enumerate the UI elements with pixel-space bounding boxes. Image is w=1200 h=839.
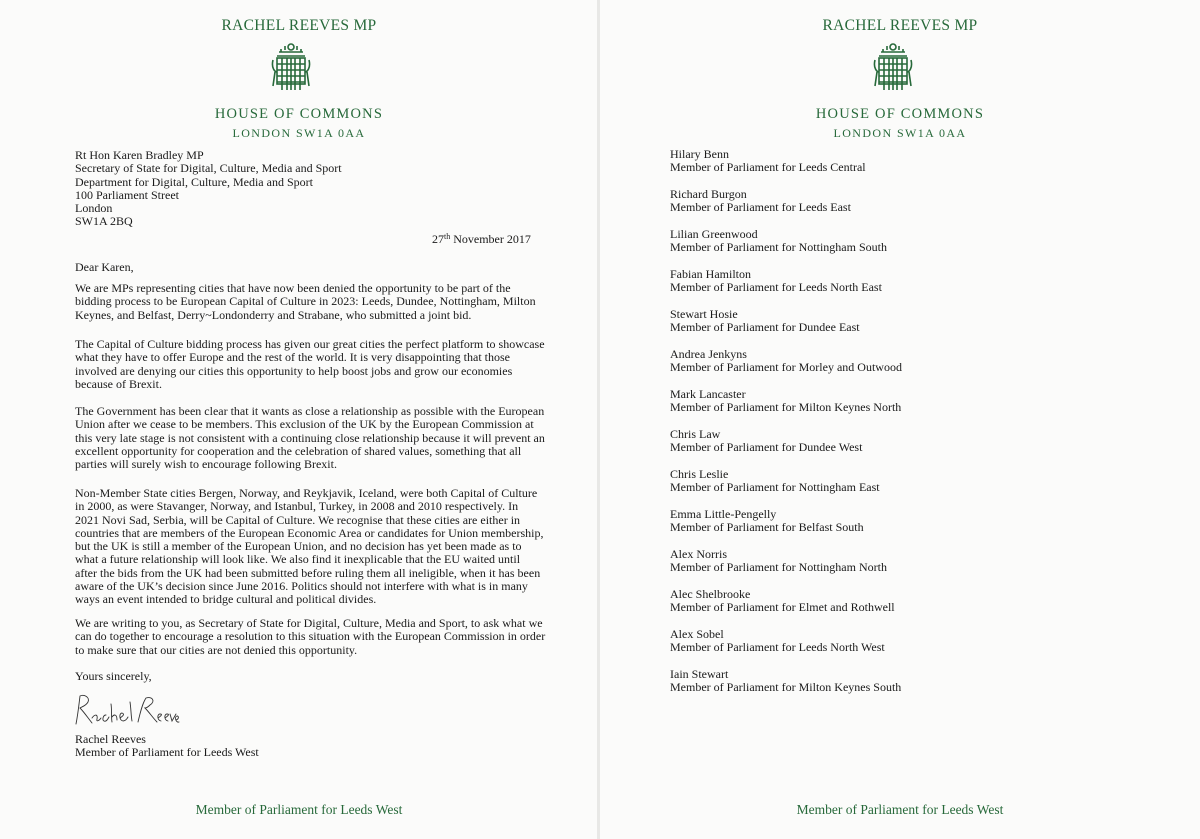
signatory (670, 308, 902, 348)
signer-block (75, 733, 259, 760)
signatory-name: Andrea Jenkyns (670, 347, 747, 361)
paragraph-line: The Capital of Culture bidding process has given our great cities the perfect platform to showcase (75, 337, 545, 351)
signatory (670, 148, 902, 188)
paragraph-line: We are writing to you, as Secretary of State for Digital, Culture, Media and Sport, to ask what we (75, 616, 543, 630)
signatory-title: Member of Parliament for Leeds Central (670, 160, 866, 175)
paragraph-line: parties will surely wish to encourage following Brexit. (75, 457, 337, 472)
portcullis-icon (271, 42, 311, 94)
paragraph-line: We are MPs representing cities that have now been denied the opportunity to be part of the (75, 281, 511, 295)
paragraph-line: ways an event intended to bridge cultural and political divides. (75, 592, 377, 607)
portcullis-icon (873, 42, 913, 94)
paragraph-line: what a future relationship will look like. We also find it inexplicable that the EU waited until (75, 552, 521, 567)
signatory (670, 668, 902, 708)
signatory (670, 428, 902, 468)
signatory-name: Alec Shelbrooke (670, 587, 751, 601)
signatory (670, 548, 902, 588)
signatory-name: Stewart Hosie (670, 307, 738, 321)
paragraph-line: bidding process to be European Capital of Culture in 2023: Leeds, Dundee, Nottingham, Milton (75, 294, 536, 309)
signatory-name: Emma Little-Pengelly (670, 507, 777, 521)
signatory-name: Alex Norris (670, 547, 727, 561)
signatory-title: Member of Parliament for Dundee West (670, 440, 863, 455)
signatory-title: Member of Parliament for Morley and Outwood (670, 360, 902, 375)
signatory-name: Mark Lancaster (670, 387, 746, 401)
paragraph-1 (75, 282, 536, 322)
signatory-title: Member of Parliament for Leeds East (670, 200, 851, 215)
signatory (670, 388, 902, 428)
recipient-line: Department for Digital, Culture, Media and Sport (75, 174, 313, 189)
signatory-name: Iain Stewart (670, 667, 729, 681)
signatory (670, 468, 902, 508)
signatory (670, 188, 902, 228)
signatory (670, 588, 902, 628)
signatory-name: Richard Burgon (670, 187, 747, 201)
recipient-line: SW1A 2BQ (75, 214, 133, 229)
paragraph-line: aware of the UK’s decision since June 2016. Politics should not interfere with what is in many (75, 579, 528, 594)
paragraph-line: involved are denying our cities this opportunity to help boost jobs and grow our economies (75, 363, 513, 378)
signatory (670, 628, 902, 668)
date-month-year: November 2017 (450, 232, 531, 246)
signatory-title: Member of Parliament for Elmet and Rothwell (670, 600, 895, 615)
signatory-name: Hilary Benn (670, 147, 729, 161)
signatory (670, 348, 902, 388)
signatory (670, 228, 902, 268)
paragraph-line: because of Brexit. (75, 376, 162, 391)
signatory-name: Alex Sobel (670, 627, 724, 641)
paragraph-line: 2021 Novi Sad, Serbia, will be Capital of Culture. We recognise that these cities are either in (75, 512, 521, 527)
paragraph-4 (75, 487, 544, 607)
signatory-title: Member of Parliament for Dundee East (670, 320, 860, 335)
paragraph-line: can do together to encourage a resolution to this situation with the European Commission in order (75, 629, 546, 644)
signatory-title: Member of Parliament for Nottingham East (670, 480, 880, 495)
paragraph-line: to make sure that our cities are not denied this opportunity. (75, 642, 358, 657)
paragraph-line: countries that are members of the European Economic Area or candidates for Union membership, (75, 525, 544, 540)
signatory-title: Member of Parliament for Nottingham South (670, 240, 887, 255)
paragraph-line: Keynes, and Belfast, Derry~Londonderry and Strabane, who submitted a joint bid. (75, 307, 472, 322)
letterhead-mp-name: RACHEL REEVES MP (221, 17, 377, 34)
signatory-name: Fabian Hamilton (670, 267, 751, 281)
paragraph-3 (75, 405, 545, 471)
handwritten-signature (70, 692, 180, 728)
letterhead-mp-name: RACHEL REEVES MP (822, 17, 978, 34)
letterhead-house: HOUSE OF COMMONS (815, 106, 985, 122)
date-suffix: th (444, 232, 451, 241)
signatory-name: Lilian Greenwood (670, 227, 758, 241)
paragraph-line: but the UK is still a member of the European Union, and no decision has yet been made as to (75, 539, 522, 554)
letterhead-house: HOUSE OF COMMONS (214, 106, 384, 122)
paragraph-line: The Government has been clear that it wants as close a relationship as possible with the European (75, 404, 545, 418)
recipient-line: Rt Hon Karen Bradley MP (75, 148, 204, 162)
paragraph-line: Non-Member State cities Bergen, Norway, and Reykjavik, Iceland, were both Capital of Culture (75, 486, 538, 500)
date-day: 27 (432, 232, 444, 246)
signatories-list (670, 148, 902, 708)
signatory (670, 268, 902, 308)
signatory-name: Chris Leslie (670, 467, 729, 481)
paragraph-line: this very late stage is not consistent with a continuing close relationship because it will prevent an (75, 430, 545, 445)
signatory-title: Member of Parliament for Milton Keynes North (670, 400, 902, 415)
recipient-address (75, 149, 342, 229)
signer-name: Rachel Reeves (75, 732, 146, 746)
signer-title: Member of Parliament for Leeds West (75, 745, 259, 760)
signatory-title: Member of Parliament for Leeds North East (670, 280, 882, 295)
letterhead-footer: Member of Parliament for Leeds West (195, 802, 403, 817)
paragraph-line: what they have to offer Europe and the rest of the world. It is very disappointing that those (75, 350, 510, 365)
paragraph-line: Union after we cease to be members. This exclusion of the UK by the European Commission at (75, 417, 534, 432)
letter-date (432, 232, 531, 247)
signatory (670, 508, 902, 548)
paragraph-line: in 2000, as were Stavanger, Norway, and Istanbul, Turkey, in 2008 and 2010 respectively. In (75, 499, 519, 514)
signatory-title: Member of Parliament for Milton Keynes South (670, 680, 902, 695)
paragraph-line: excellent opportunity for cooperation and the celebration of shared values, something that all (75, 443, 522, 458)
recipient-line: Secretary of State for Digital, Culture, Media and Sport (75, 161, 342, 176)
letter-page-1 (0, 0, 598, 839)
signatory-name: Chris Law (670, 427, 721, 441)
recipient-line: London (75, 201, 113, 216)
letterhead-address: LONDON SW1A 0AA (232, 126, 366, 140)
paragraph-5 (75, 617, 545, 657)
closing: Yours sincerely, (75, 669, 152, 683)
recipient-line: 100 Parliament Street (75, 187, 179, 202)
letterhead-address: LONDON SW1A 0AA (833, 126, 967, 140)
paragraph-2 (75, 338, 545, 391)
signatory-title: Member of Parliament for Leeds North West (670, 640, 885, 655)
paragraph-line: after the bids from the UK had been submitted before ruling them all ineligible, when it has been (75, 565, 541, 580)
letterhead-footer: Member of Parliament for Leeds West (796, 802, 1004, 817)
signatory-title: Member of Parliament for Belfast South (670, 520, 864, 535)
salutation: Dear Karen, (75, 260, 134, 274)
signatory-title: Member of Parliament for Nottingham North (670, 560, 887, 575)
